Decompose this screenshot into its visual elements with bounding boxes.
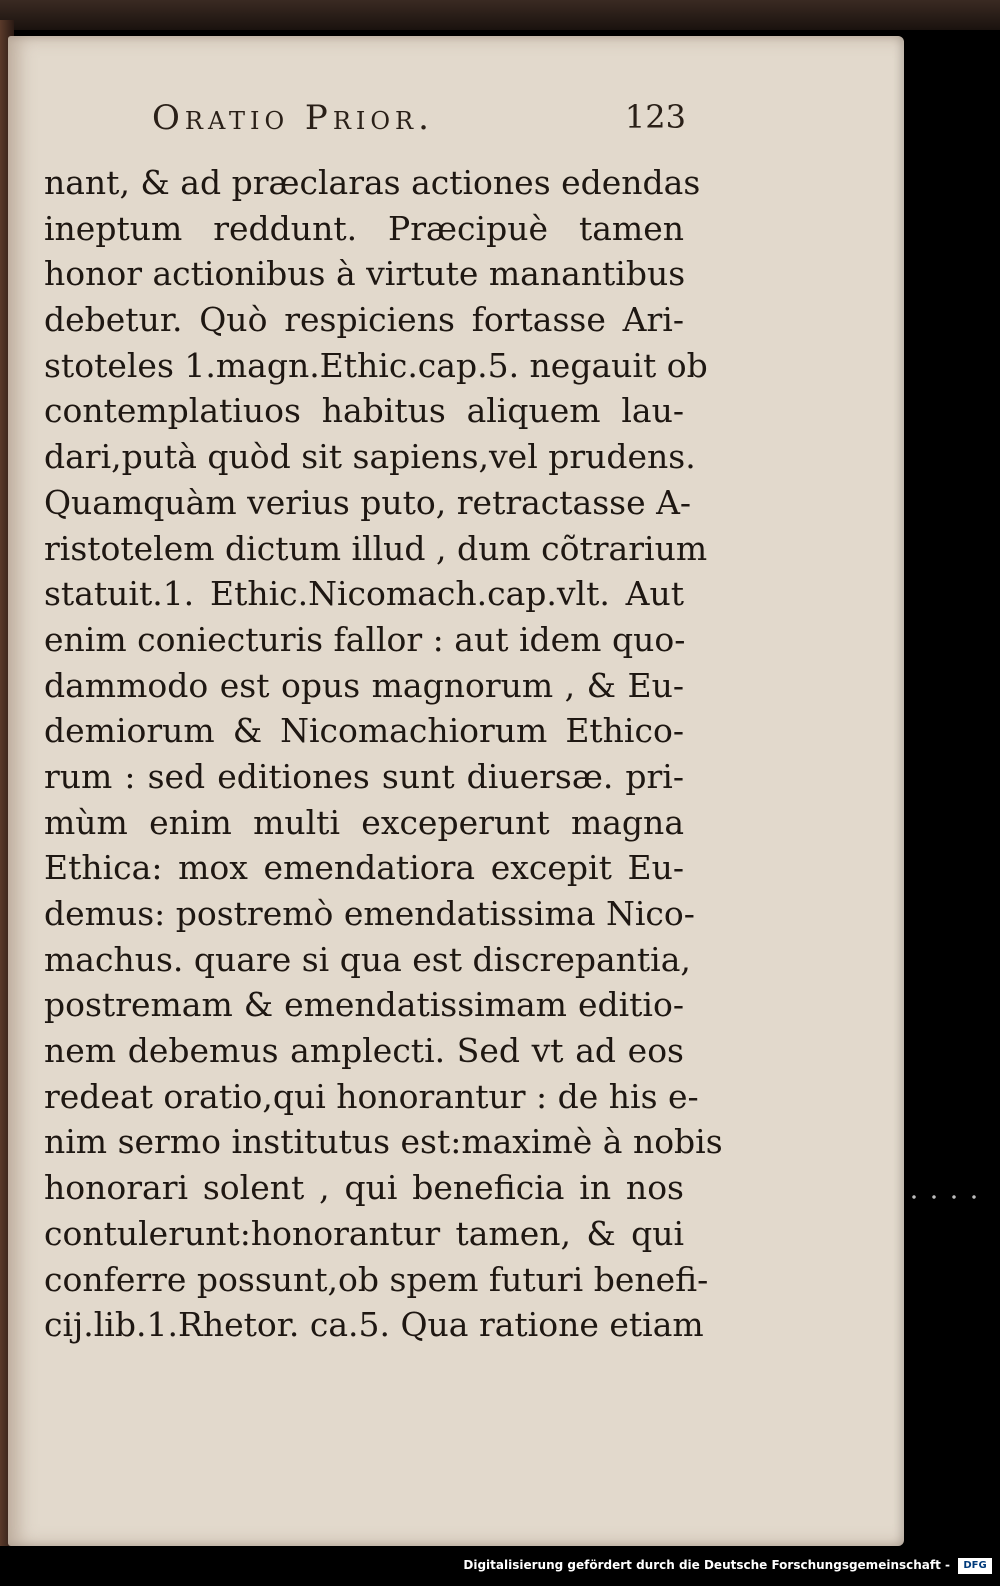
text-line: mùm enim multi exceperunt magna bbox=[44, 802, 684, 842]
text-line: Quamquàm verius puto, retractasse A- bbox=[44, 482, 692, 522]
text-line: demiorum & Nicomachiorum Ethico- bbox=[44, 711, 684, 751]
text-line: contemplatiuos habitus aliquem lau- bbox=[44, 391, 684, 431]
text-line: cij.lib.1.Rhetor. ca.5. Qua ratione etiam bbox=[44, 1305, 704, 1345]
text-line: dammodo est opus magnorum , & Eu- bbox=[44, 665, 684, 705]
text-line: redeat oratio,qui honorantur : de his e- bbox=[44, 1076, 699, 1116]
text-line: contulerunt:honorantur tamen, & qui bbox=[44, 1213, 684, 1253]
text-line: honor actionibus à virtute manantibus bbox=[44, 254, 686, 294]
text-line: enim coniecturis fallor : aut idem quo- bbox=[44, 619, 686, 659]
text-line: nem debemus amplecti. Sed vt ad eos bbox=[44, 1031, 684, 1071]
decorative-dots bbox=[904, 1194, 984, 1200]
text-line: Ethica: mox emendatiora excepit Eu- bbox=[44, 848, 684, 888]
page-header bbox=[152, 98, 692, 148]
text-line: machus. quare si qua est discrepantia, bbox=[44, 939, 691, 979]
text-line: dari,putà quòd sit sapiens,vel prudens. bbox=[44, 437, 696, 477]
text-line: ineptum reddunt. Præcipuè tamen bbox=[44, 208, 684, 248]
dfg-logo: DFG bbox=[958, 1558, 992, 1574]
text-line: demus: postremò emendatissima Nico- bbox=[44, 894, 695, 933]
page-number: 123 bbox=[624, 98, 686, 136]
book-top-edge bbox=[0, 0, 1000, 30]
text-line: conferre possunt,ob spem futuri benefi- bbox=[44, 1259, 709, 1299]
body-text bbox=[44, 160, 723, 1348]
digitization-credit: Digitalisierung gefördert durch die Deutsche Forschungsgemeinschaft - bbox=[463, 1558, 950, 1572]
text-line: debetur. Quò respiciens fortasse Ari- bbox=[44, 300, 684, 340]
running-title: Oratio Prior. bbox=[152, 98, 434, 138]
text-line: statuit.1. Ethic.Nicomach.cap.vlt. Aut bbox=[44, 574, 684, 614]
text-line: stoteles 1.magn.Ethic.cap.5. negauit ob bbox=[44, 345, 708, 385]
text-line: nant, & ad præclaras actiones edendas bbox=[44, 163, 701, 202]
text-line: honorari solent , qui beneficia in nos bbox=[44, 1168, 684, 1208]
text-line: ristotelem dictum illud , dum cõtrarium bbox=[44, 528, 708, 568]
text-line: nim sermo institutus est:maximè à nobis bbox=[44, 1122, 723, 1162]
text-line: rum : sed editiones sunt diuersæ. pri- bbox=[44, 756, 684, 796]
text-line: postremam & emendatissimam editio- bbox=[44, 985, 684, 1025]
